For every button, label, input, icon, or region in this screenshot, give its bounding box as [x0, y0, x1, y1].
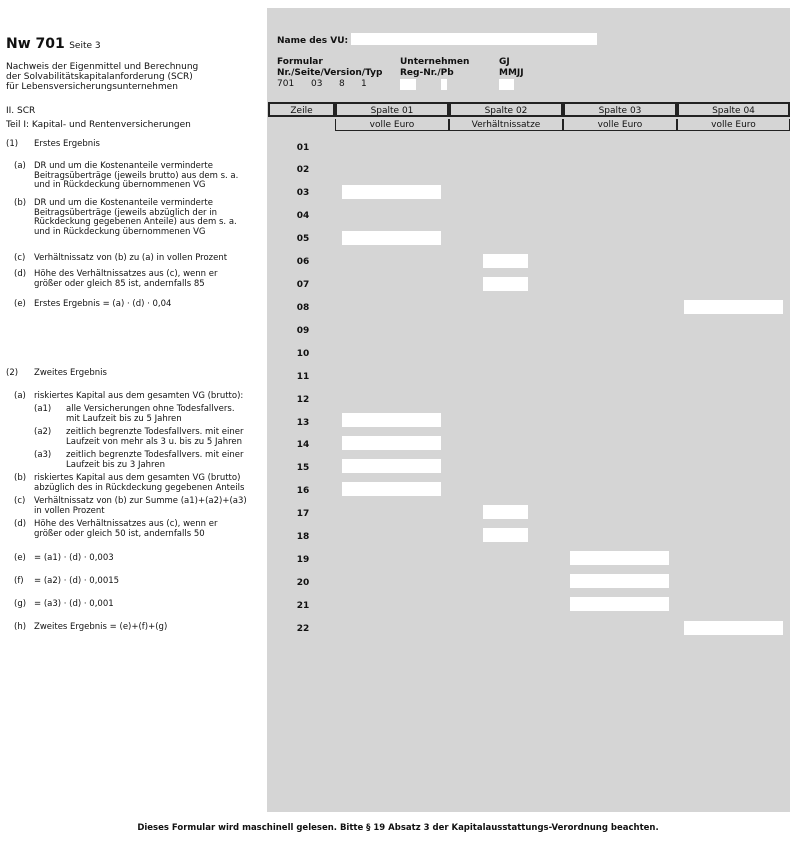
input-row14-spalte01[interactable]: [342, 436, 441, 450]
unit-spalte02: Verhältnissatze: [449, 119, 563, 131]
label-line: Beitragsüberträge (jeweils abzüglich der in: [34, 207, 217, 218]
label-marker: (e): [14, 299, 26, 309]
label-marker: (2): [6, 368, 19, 378]
label-2a3: [66, 451, 243, 470]
reg-nr-field[interactable]: [400, 79, 416, 90]
footer-note: Dieses Formular wird maschinell gelesen. Bitte § 19 Absatz 3 der Kapitalausstattungs-Verordnung beachten.: [137, 823, 659, 833]
row-number: 19: [296, 555, 310, 565]
formular-seite: 03: [311, 79, 323, 89]
label-marker: (a3): [34, 450, 52, 460]
label-line: DR und um die Kostenanteile verminderte: [34, 198, 213, 208]
input-row15-spalte01[interactable]: [342, 459, 441, 473]
label-2g: = (a3) · (d) · 0,001: [34, 599, 114, 609]
label-line: größer oder gleich 85 ist, andernfalls 85: [34, 278, 205, 289]
formular-label: Formular: [277, 57, 323, 67]
label-2e: = (a1) · (d) · 0,003: [34, 553, 114, 563]
label-marker: (a): [14, 161, 26, 171]
row-number: 14: [296, 440, 310, 450]
label-line: zeitlich begrenzte Todesfallvers. mit einer: [66, 427, 244, 437]
unternehmen-label: Unternehmen: [400, 57, 470, 67]
row-number: 08: [296, 303, 310, 313]
label-line: abzüglich des in Rückdeckung gegebenen Anteils: [34, 482, 245, 493]
col-spalte01: Spalte 01: [335, 102, 449, 117]
part-title: Teil I: Kapital- und Rentenversicherungen: [6, 120, 191, 130]
label-line: und in Rückdeckung übernommenen VG: [34, 226, 206, 237]
label-2a1: [66, 405, 235, 424]
label-marker: (d): [14, 269, 27, 279]
label-line: Rückdeckung gegebenen Anteile) aus dem s. a.: [34, 217, 237, 228]
input-row16-spalte01[interactable]: [342, 482, 441, 496]
label-2c: [34, 497, 247, 516]
section-title: II. SCR: [6, 106, 36, 116]
row-number: 06: [296, 257, 310, 267]
input-row21-spalte03[interactable]: [570, 597, 669, 611]
col-spalte02: Spalte 02: [449, 102, 563, 117]
unit-spalte01: volle Euro: [335, 119, 449, 131]
label-line: Höhe des Verhältnissatzes aus (c), wenn er: [34, 519, 218, 529]
name-field[interactable]: [351, 33, 597, 45]
label-line: Verhältnissatz von (b) zur Summe (a1)+(a2)+(a3): [34, 496, 247, 506]
form-number-main: Nw 701: [6, 36, 65, 52]
gj-sub: MMJJ: [499, 68, 524, 78]
label-line: mit Laufzeit bis zu 5 Jahren: [66, 413, 182, 424]
label-marker: (a2): [34, 427, 52, 437]
row-number: 01: [296, 143, 310, 153]
row-number: 12: [296, 395, 310, 405]
label-marker: (b): [14, 473, 27, 483]
form-title: [6, 62, 198, 92]
label-line: Laufzeit von mehr als 3 u. bis zu 5 Jahren: [66, 436, 243, 447]
label-2f: = (a2) · (d) · 0,0015: [34, 576, 120, 586]
label-marker: (f): [14, 576, 24, 586]
label-erstes-ergebnis: Erstes Ergebnis: [34, 139, 100, 149]
label-2d: [34, 520, 217, 539]
label-marker: (1): [6, 139, 19, 149]
label-1a: [34, 162, 238, 191]
label-marker: (d): [14, 519, 27, 529]
row-number: 15: [296, 463, 310, 473]
label-marker: (a): [14, 391, 26, 401]
row-number: 07: [296, 280, 310, 290]
row-number: 10: [296, 349, 310, 359]
label-line: größer oder gleich 50 ist, andernfalls 50: [34, 528, 205, 539]
row-number: 04: [296, 211, 310, 221]
row-number: 18: [296, 532, 310, 542]
label-marker: (a1): [34, 404, 52, 414]
form-page: Seite 3: [69, 41, 101, 51]
row-number: 16: [296, 486, 310, 496]
label-1b: [34, 199, 237, 237]
label-marker: (g): [14, 599, 27, 609]
label-1d: [34, 270, 217, 289]
row-number: 13: [296, 418, 310, 428]
label-line: Beitragsüberträge (jeweils brutto) aus dem s. a.: [34, 170, 239, 181]
input-row19-spalte03[interactable]: [570, 551, 669, 565]
formular-sub: Nr./Seite/Version/Typ: [277, 68, 383, 78]
input-row18-spalte02[interactable]: [483, 528, 528, 542]
label-zweites-ergebnis: Zweites Ergebnis: [34, 368, 107, 378]
input-row06-spalte02[interactable]: [483, 254, 528, 268]
unit-spalte03: volle Euro: [563, 119, 677, 131]
row-number: 09: [296, 326, 310, 336]
row-number: 17: [296, 509, 310, 519]
row-number: 05: [296, 234, 310, 244]
label-line: riskiertes Kapital aus dem gesamten VG (brutto): [34, 473, 241, 483]
label-2b: [34, 474, 244, 493]
formular-version: 8: [339, 79, 345, 89]
label-marker: (c): [14, 253, 26, 263]
label-line: Laufzeit bis zu 3 Jahren: [66, 459, 165, 470]
col-zeile: Zeile: [268, 102, 335, 117]
input-row22-spalte04[interactable]: [684, 621, 783, 635]
input-row17-spalte02[interactable]: [483, 505, 528, 519]
form-title-line: für Lebensversicherungsunternehmen: [6, 82, 178, 92]
label-marker: (b): [14, 198, 27, 208]
row-number: 20: [296, 578, 310, 588]
row-number: 02: [296, 165, 310, 175]
input-row13-spalte01[interactable]: [342, 413, 441, 427]
label-line: und in Rückdeckung übernommenen VG: [34, 180, 206, 191]
label-1c: Verhältnissatz von (b) zu (a) in vollen Prozent: [34, 253, 228, 263]
unternehmen-sub: Reg-Nr./Pb: [400, 68, 454, 78]
label-line: alle Versicherungen ohne Todesfallvers.: [66, 404, 235, 414]
formular-nr: 701: [277, 79, 295, 89]
input-row20-spalte03[interactable]: [570, 574, 669, 588]
row-number: 03: [296, 188, 310, 198]
input-row03-spalte01[interactable]: [342, 185, 441, 199]
label-line: DR und um die Kostenanteile verminderte: [34, 161, 213, 171]
gj-label: GJ: [499, 57, 510, 67]
gj-field[interactable]: [499, 79, 514, 90]
label-line: in vollen Prozent: [34, 505, 105, 516]
label-marker: (c): [14, 496, 26, 506]
label-marker: (e): [14, 553, 26, 563]
input-row08-spalte04[interactable]: [684, 300, 783, 314]
row-number: 11: [296, 372, 310, 382]
label-2a2: [66, 428, 243, 447]
unit-spalte04: volle Euro: [677, 119, 790, 131]
pb-field[interactable]: [441, 79, 447, 90]
form-title-line: Nachweis der Eigenmittel und Berechnung: [6, 62, 199, 72]
name-label: Name des VU:: [277, 36, 349, 46]
label-line: zeitlich begrenzte Todesfallvers. mit einer: [66, 450, 244, 460]
label-line: Höhe des Verhältnissatzes aus (c), wenn er: [34, 269, 218, 279]
label-marker: (h): [14, 622, 27, 632]
form-number: [6, 36, 101, 54]
label-1e: Erstes Ergebnis = (a) · (d) · 0,04: [34, 299, 172, 309]
label-2h: Zweites Ergebnis = (e)+(f)+(g): [34, 622, 168, 632]
input-row07-spalte02[interactable]: [483, 277, 528, 291]
label-2a: riskiertes Kapital aus dem gesamten VG (brutto):: [34, 391, 244, 401]
col-spalte04: Spalte 04: [677, 102, 790, 117]
formular-typ: 1: [361, 79, 367, 89]
row-number: 21: [296, 601, 310, 611]
col-spalte03: Spalte 03: [563, 102, 677, 117]
row-number: 22: [296, 624, 310, 634]
input-row05-spalte01[interactable]: [342, 231, 441, 245]
form-title-line: der Solvabilitätskapitalanforderung (SCR): [6, 72, 193, 82]
